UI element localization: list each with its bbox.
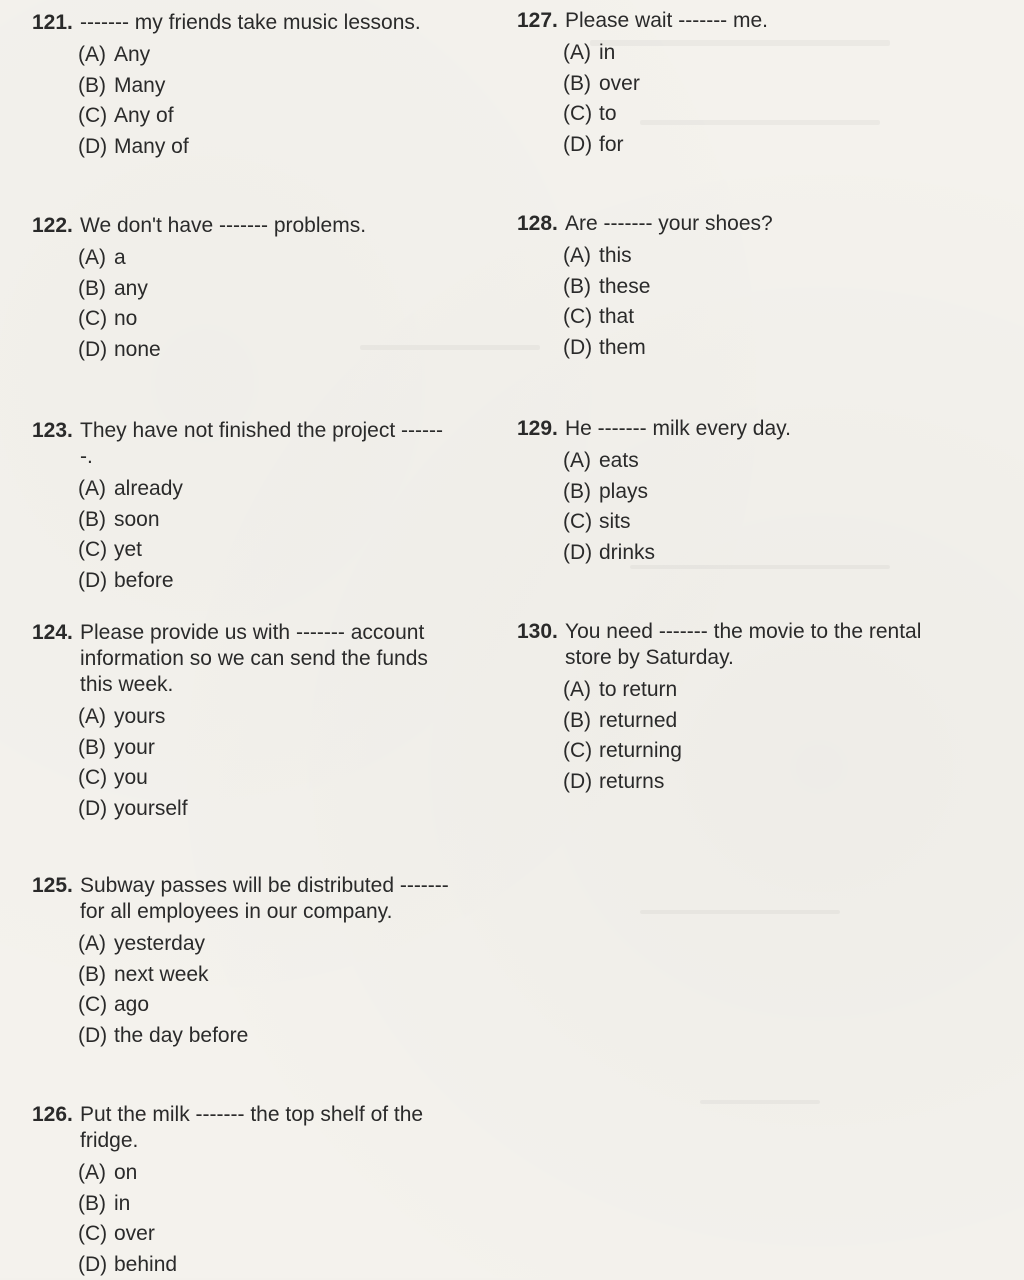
- option-a[interactable]: (A) yours: [78, 702, 462, 733]
- option-d[interactable]: (D) none: [78, 335, 452, 366]
- question-stem: Put the milk ------- the top shelf of the fridge.: [80, 1102, 452, 1154]
- option-a[interactable]: (A) yesterday: [78, 929, 477, 960]
- options-list: [78, 40, 452, 162]
- option-b[interactable]: (B) returned: [563, 706, 947, 737]
- question-stem: Please wait ------- me.: [565, 8, 937, 34]
- option-d[interactable]: (D) before: [78, 566, 452, 597]
- question-stem: We don't have ------- problems.: [80, 213, 452, 239]
- options-list: [563, 446, 937, 568]
- option-c[interactable]: (C) to: [563, 99, 937, 130]
- question-number: 128.: [517, 211, 558, 237]
- question-127: [517, 8, 937, 160]
- option-c[interactable]: (C) returning: [563, 736, 947, 767]
- question-number: 123.: [32, 418, 73, 444]
- option-b[interactable]: (B) next week: [78, 960, 477, 991]
- bleed-through-mark: [640, 910, 840, 914]
- option-c[interactable]: (C) yet: [78, 535, 452, 566]
- question-121: [32, 10, 452, 162]
- question-stem: You need ------- the movie to the rental store by Saturday.: [565, 619, 947, 671]
- option-d[interactable]: (D) behind: [78, 1250, 452, 1280]
- question-number: 126.: [32, 1102, 73, 1128]
- option-a[interactable]: (A) already: [78, 474, 452, 505]
- option-a[interactable]: (A) eats: [563, 446, 937, 477]
- option-c[interactable]: (C) you: [78, 763, 462, 794]
- option-d[interactable]: (D) drinks: [563, 538, 937, 569]
- question-stem: Are ------- your shoes?: [565, 211, 937, 237]
- option-a[interactable]: (A) a: [78, 243, 452, 274]
- question-128: [517, 211, 937, 363]
- option-a[interactable]: (A) this: [563, 241, 937, 272]
- option-b[interactable]: (B) over: [563, 69, 937, 100]
- question-number: 122.: [32, 213, 73, 239]
- option-d[interactable]: (D) Many of: [78, 132, 452, 163]
- question-130: [517, 619, 947, 797]
- question-number: 127.: [517, 8, 558, 34]
- question-stem: He ------- milk every day.: [565, 416, 937, 442]
- options-list: [78, 929, 477, 1051]
- question-stem: They have not finished the project -------.: [80, 418, 452, 470]
- question-124: [32, 620, 462, 824]
- question-number: 124.: [32, 620, 73, 646]
- question-122: [32, 213, 452, 365]
- option-c[interactable]: (C) Any of: [78, 101, 452, 132]
- options-list: [78, 474, 452, 596]
- option-a[interactable]: (A) to return: [563, 675, 947, 706]
- options-list: [563, 675, 947, 797]
- options-list: [563, 38, 937, 160]
- question-number: 121.: [32, 10, 73, 36]
- option-b[interactable]: (B) these: [563, 272, 937, 303]
- option-d[interactable]: (D) for: [563, 130, 937, 161]
- option-a[interactable]: (A) on: [78, 1158, 452, 1189]
- option-a[interactable]: (A) Any: [78, 40, 452, 71]
- option-c[interactable]: (C) that: [563, 302, 937, 333]
- option-c[interactable]: (C) sits: [563, 507, 937, 538]
- option-b[interactable]: (B) in: [78, 1189, 452, 1220]
- option-b[interactable]: (B) Many: [78, 71, 452, 102]
- option-b[interactable]: (B) any: [78, 274, 452, 305]
- question-stem: ------- my friends take music lessons.: [80, 10, 452, 36]
- question-stem: Subway passes will be distributed ------- for all employees in our company.: [80, 873, 477, 925]
- question-number: 130.: [517, 619, 558, 645]
- option-d[interactable]: (D) returns: [563, 767, 947, 798]
- option-a[interactable]: (A) in: [563, 38, 937, 69]
- option-b[interactable]: (B) plays: [563, 477, 937, 508]
- option-b[interactable]: (B) soon: [78, 505, 452, 536]
- question-126: [32, 1102, 452, 1280]
- bleed-through-mark: [700, 1100, 820, 1104]
- question-stem: Please provide us with ------- account information so we can send the funds this week.: [80, 620, 462, 698]
- options-list: [78, 1158, 452, 1280]
- option-b[interactable]: (B) your: [78, 733, 462, 764]
- question-123: [32, 418, 452, 596]
- options-list: [563, 241, 937, 363]
- option-d[interactable]: (D) them: [563, 333, 937, 364]
- question-129: [517, 416, 937, 568]
- option-d[interactable]: (D) yourself: [78, 794, 462, 825]
- option-c[interactable]: (C) no: [78, 304, 452, 335]
- question-number: 129.: [517, 416, 558, 442]
- option-d[interactable]: (D) the day before: [78, 1021, 477, 1052]
- question-number: 125.: [32, 873, 73, 899]
- options-list: [78, 702, 462, 824]
- question-125: [32, 873, 477, 1051]
- option-c[interactable]: (C) over: [78, 1219, 452, 1250]
- option-c[interactable]: (C) ago: [78, 990, 477, 1021]
- options-list: [78, 243, 452, 365]
